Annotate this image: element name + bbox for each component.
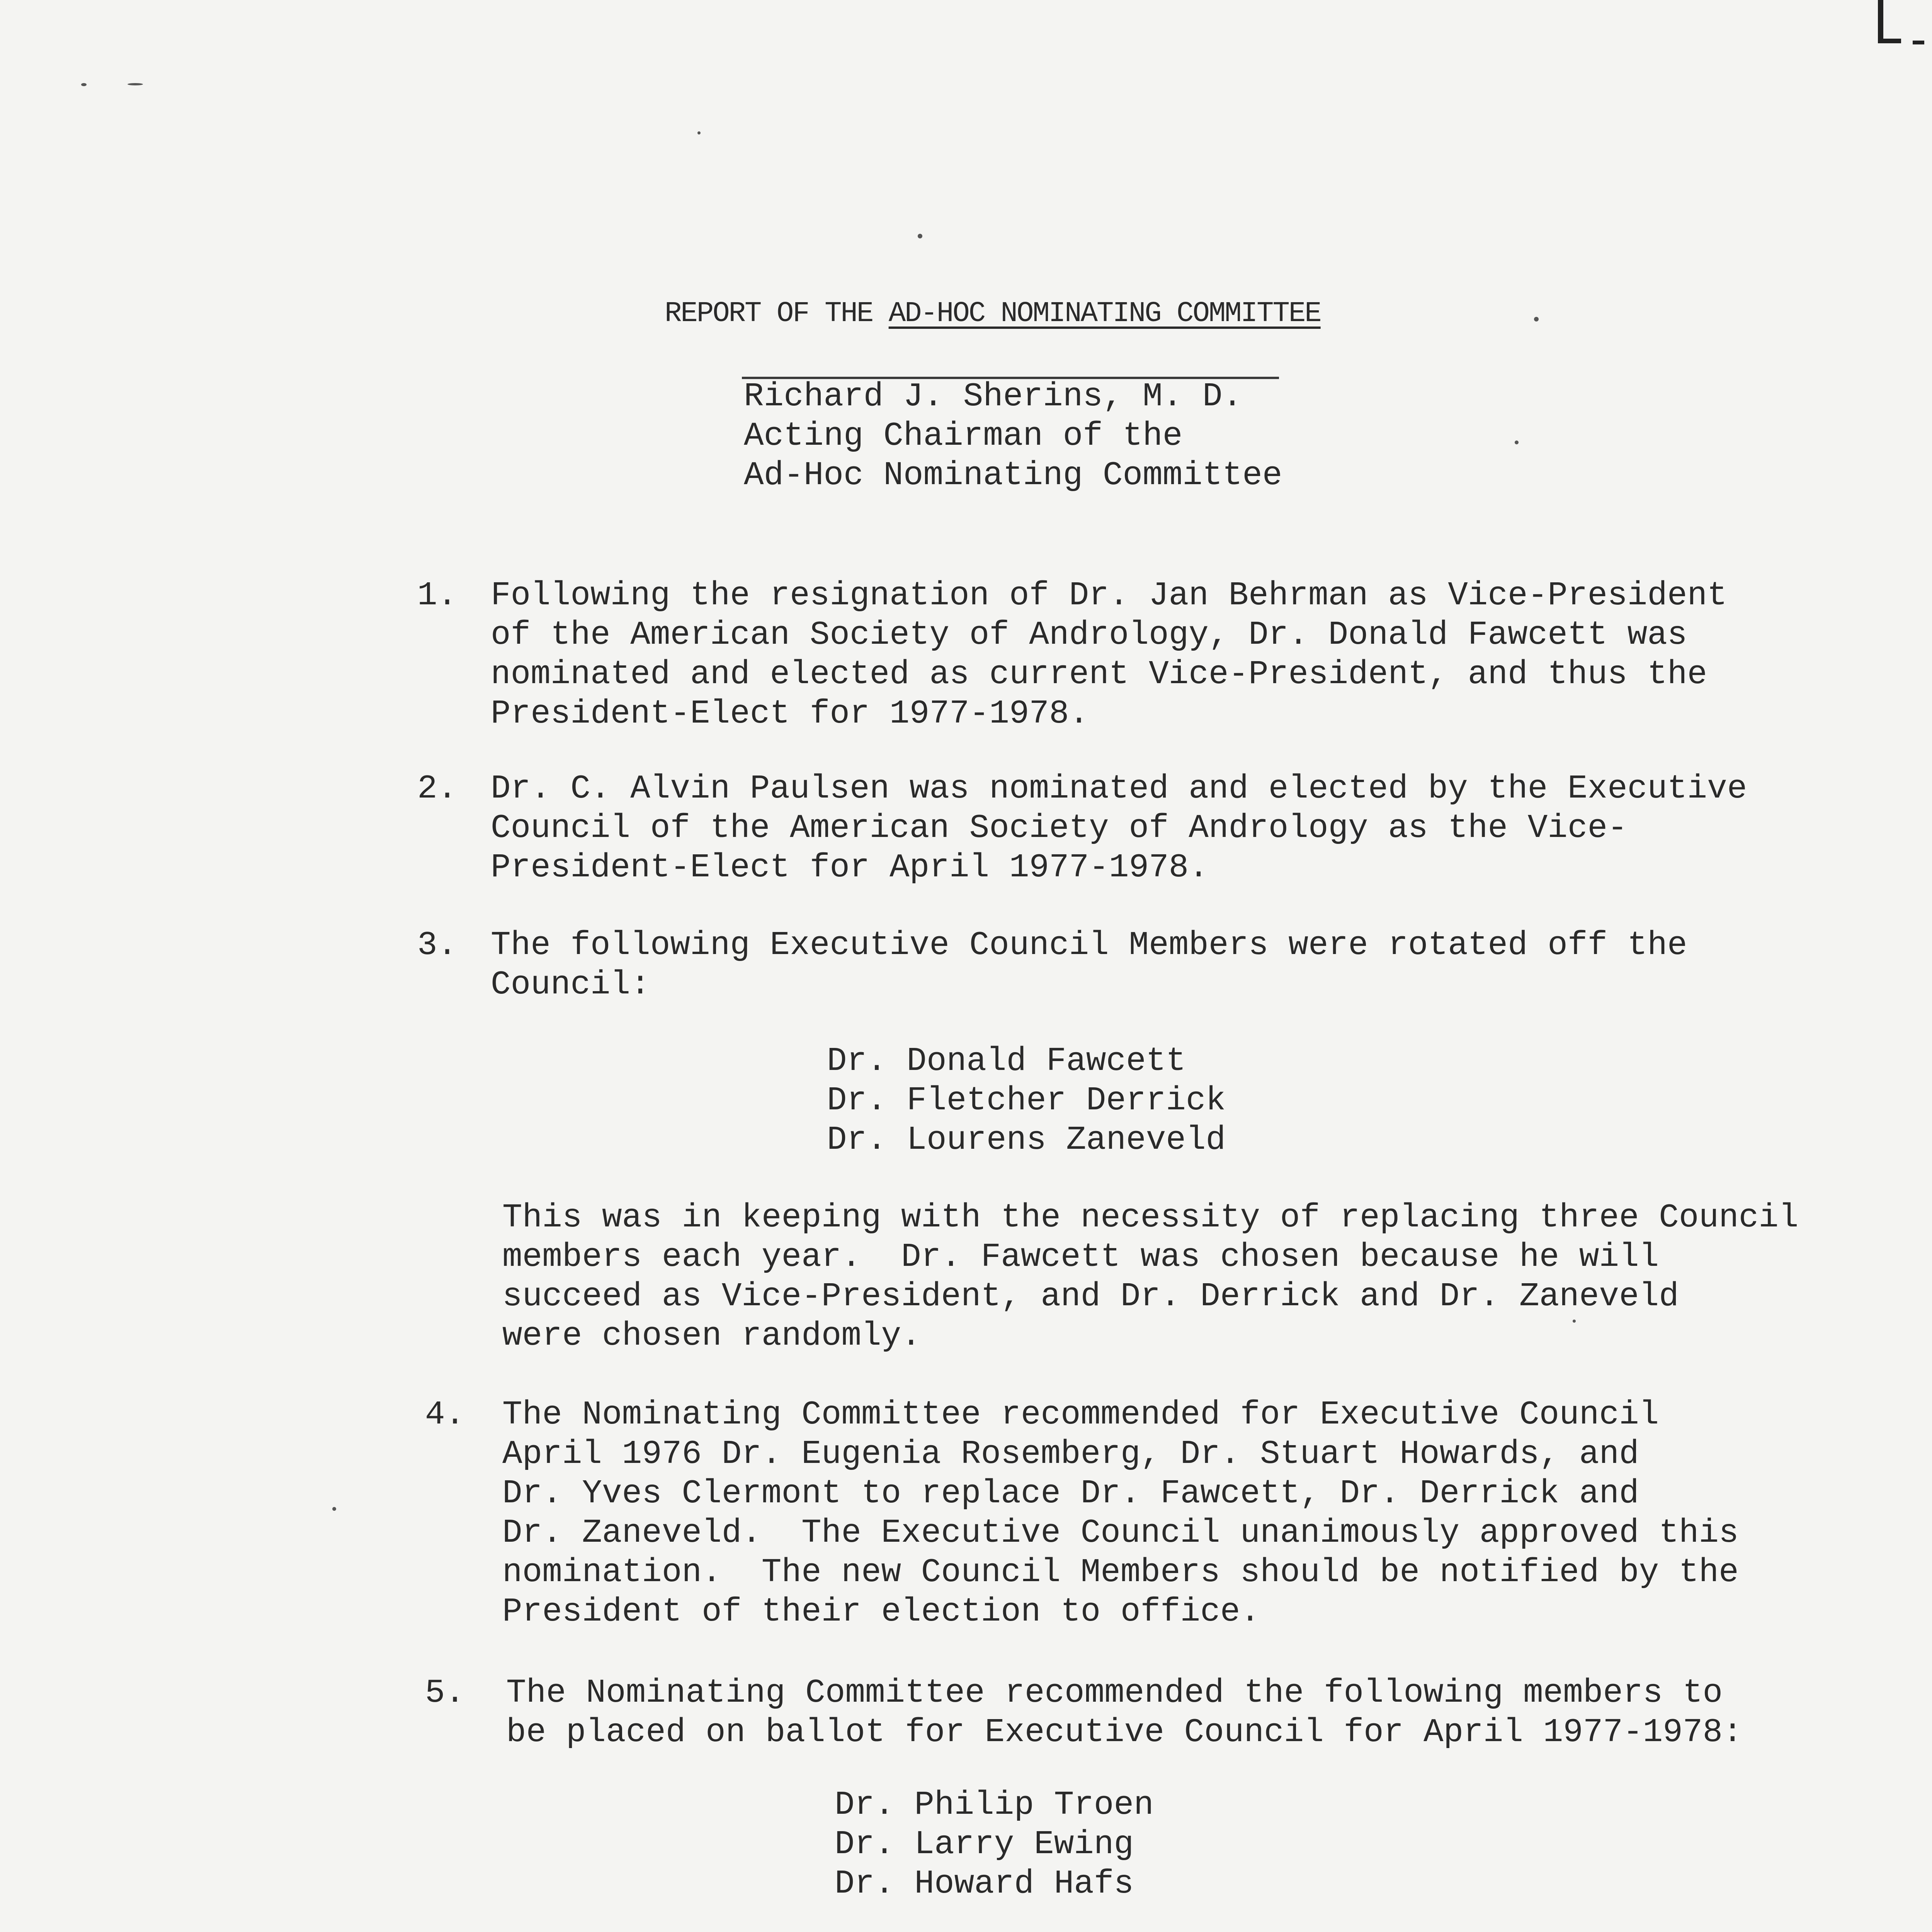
list-item: Dr. Donald Fawcett: [827, 1042, 1186, 1080]
item-line: This was in keeping with the necessity of replacing three Council: [502, 1199, 1799, 1236]
scan-mark: [1878, 0, 1883, 43]
list-item: Dr. Fletcher Derrick: [827, 1082, 1226, 1119]
scan-speck: [697, 131, 701, 134]
item-line: nomination. The new Council Members should be notified by the: [502, 1553, 1739, 1591]
item-line: President-Elect for 1977-1978.: [491, 695, 1089, 733]
list-item: Dr. Lourens Zaneveld: [827, 1121, 1226, 1159]
item-3-followup: [502, 1198, 1799, 1355]
item-number: 1.: [417, 577, 457, 614]
report-title: [665, 298, 1321, 330]
item-text: [491, 925, 1687, 1004]
list-item: Dr. Philip Troen: [835, 1786, 1154, 1824]
scan-speck: [81, 83, 87, 86]
scan-speck: [128, 83, 143, 85]
scan-speck: [918, 234, 922, 238]
scan-speck: [332, 1507, 336, 1511]
title-prefix: REPORT OF THE: [665, 298, 889, 330]
item-number: 4.: [425, 1396, 465, 1434]
author-role-line2: Ad-Hoc Nominating Committee: [744, 456, 1282, 494]
scan-speck: [1534, 317, 1539, 321]
item-line: President of their election to office.: [502, 1593, 1260, 1631]
item-line: The following Executive Council Members were rotated off the: [491, 926, 1687, 964]
rotated-off-list: [827, 1041, 1226, 1160]
item-line: Dr. C. Alvin Paulsen was nominated and elected by the Executive: [491, 770, 1747, 808]
item-line: Dr. Zaneveld. The Executive Council unanimously approved this: [502, 1514, 1739, 1552]
item-line: The Nominating Committee recommended the following members to: [506, 1674, 1723, 1712]
list-item: Dr. Larry Ewing: [835, 1825, 1134, 1863]
author-role-line1: Acting Chairman of the: [744, 417, 1183, 455]
scan-speck: [1515, 440, 1519, 444]
item-line: be placed on ballot for Executive Council for April 1977-1978:: [506, 1713, 1743, 1751]
item-line: Following the resignation of Dr. Jan Behrman as Vice-President: [491, 577, 1727, 614]
item-line: Dr. Yves Clermont to replace Dr. Fawcett, Dr. Derrick and: [502, 1475, 1639, 1512]
ballot-list: [835, 1785, 1154, 1903]
list-item: Dr. Howard Hafs: [835, 1865, 1134, 1903]
item-line: Council:: [491, 966, 650, 1003]
item-line: The Nominating Committee recommended for Executive Council: [502, 1396, 1659, 1434]
scan-mark: [1878, 39, 1901, 43]
item-line: were chosen randomly.: [502, 1317, 921, 1355]
item-line: Council of the American Society of Andrology as the Vice-: [491, 809, 1628, 847]
item-number: 3.: [417, 926, 457, 964]
scan-speck: [1573, 1320, 1576, 1323]
scan-mark: [1913, 41, 1924, 44]
author-block: [744, 377, 1282, 495]
item-line: of the American Society of Andrology, Dr. Donald Fawcett was: [491, 616, 1687, 654]
item-number: 5.: [425, 1674, 465, 1712]
item-line: nominated and elected as current Vice-President, and thus the: [491, 655, 1708, 693]
item-text: [491, 769, 1747, 887]
item-text: [491, 576, 1727, 733]
item-text: [506, 1673, 1743, 1752]
item-line: members each year. Dr. Fawcett was chosen because he will: [502, 1238, 1659, 1276]
item-line: President-Elect for April 1977-1978.: [491, 849, 1209, 886]
item-text: [502, 1395, 1739, 1631]
item-line: succeed as Vice-President, and Dr. Derrick and Dr. Zaneveld: [502, 1277, 1679, 1315]
title-main: AD-HOC NOMINATING COMMITTEE: [888, 298, 1321, 330]
author-name: Richard J. Sherins, M. D.: [744, 378, 1243, 415]
item-number: 2.: [417, 770, 457, 808]
item-line: April 1976 Dr. Eugenia Rosemberg, Dr. Stuart Howards, and: [502, 1435, 1639, 1473]
